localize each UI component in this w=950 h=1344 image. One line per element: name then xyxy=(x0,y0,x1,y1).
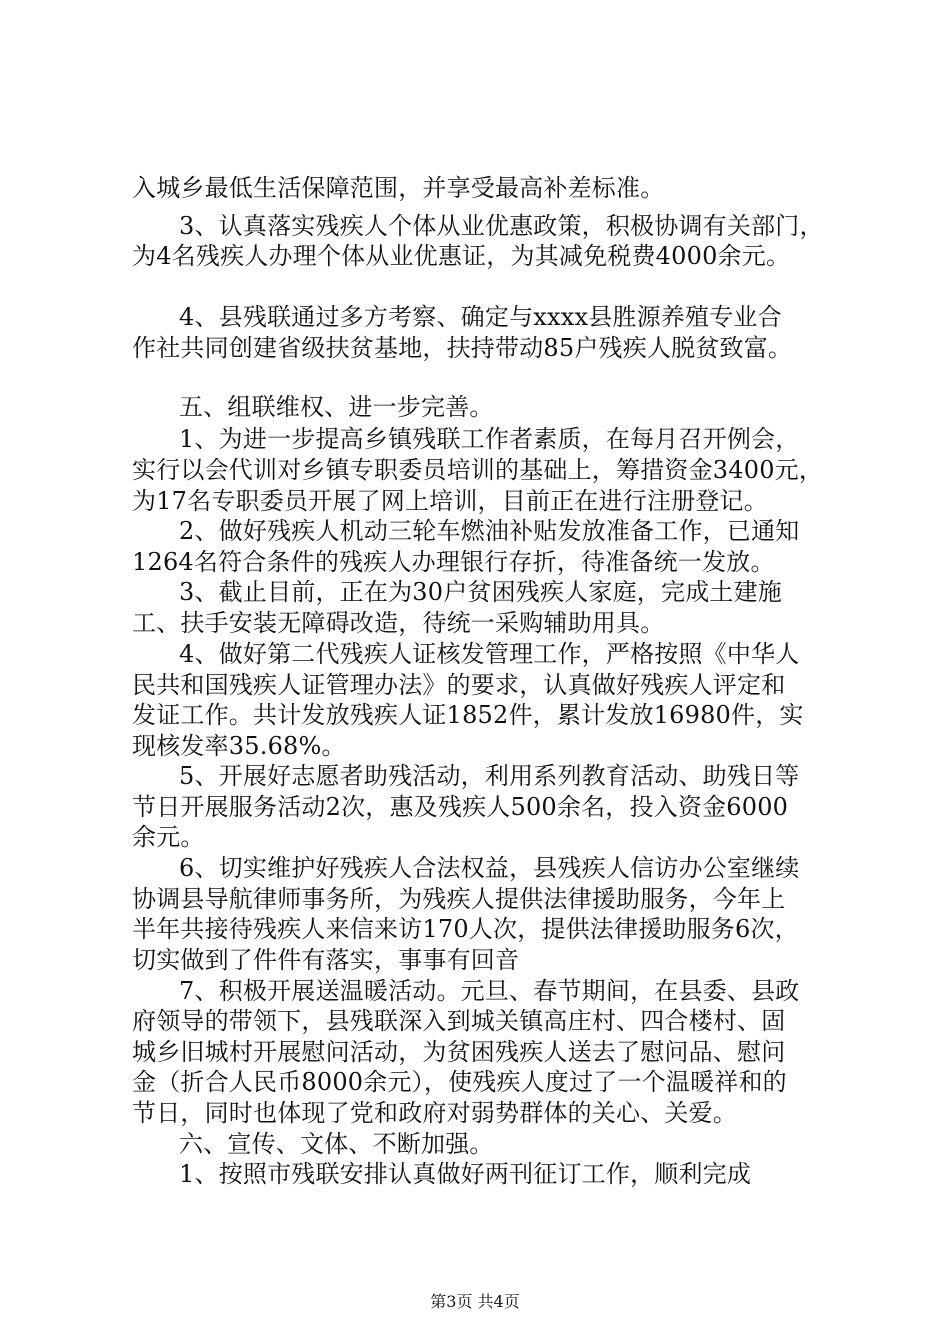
text-line: 3、截止目前，正在为30户贫困残疾人家庭，完成土建施 xyxy=(179,578,783,606)
text-line: 实行以会代训对乡镇专职委员培训的基础上，筹措资金3400元， xyxy=(132,456,824,484)
text-line: 5、开展好志愿者助残活动，利用系列教育活动、助残日等 xyxy=(179,762,800,790)
text-line: 现核发率35.68%。 xyxy=(132,732,346,760)
text-line: 节日，同时也体现了党和政府对弱势群体的关心、关爱。 xyxy=(132,1099,737,1127)
text-line: 工、扶手安装无障碍改造，待统一采购辅助用具。 xyxy=(132,609,665,637)
text-line: 1、为进一步提高乡镇残联工作者素质，在每月召开例会， xyxy=(179,425,800,453)
text-line: 节日开展服务活动2次，惠及残疾人500余名，投入资金6000 xyxy=(132,793,789,821)
text-line: 7、积极开展送温暖活动。元旦、春节期间，在县委、县政 xyxy=(179,977,800,1005)
text-line: 3、认真落实残疾人个体从业优惠政策，积极协调有关部门， xyxy=(179,212,824,240)
section-heading: 六、宣传、文体、不断加强。 xyxy=(179,1130,494,1158)
text-line: 城乡旧城村开展慰问活动，为贫困残疾人送去了慰问品、慰问 xyxy=(132,1038,786,1066)
text-line: 民共和国残疾人证管理办法》的要求，认真做好残疾人评定和 xyxy=(132,671,786,699)
text-line: 为4名残疾人办理个体从业优惠证，为其减免税费4000余元。 xyxy=(132,242,791,270)
page-number-label: 第3页 共4页 xyxy=(430,1292,520,1311)
text-line: 作社共同创建省级扶贫基地，扶持带动85户残疾人脱贫致富。 xyxy=(132,334,793,362)
text-line: 府领导的带领下，县残联深入到城关镇高庄村、四合楼村、固 xyxy=(132,1007,786,1035)
text-line: 发证工作。共计发放残疾人证1852件，累计发放16980件，实 xyxy=(132,701,804,729)
text-line: 2、做好残疾人机动三轮车燃油补贴发放准备工作，已通知 xyxy=(179,517,800,545)
text-line: 6、切实维护好残疾人合法权益，县残疾人信访办公室继续 xyxy=(179,854,800,882)
text-line: 入城乡最低生活保障范围，并享受最高补差标准。 xyxy=(132,174,665,202)
text-line: 1、按照市残联安排认真做好两刊征订工作，顺利完成 xyxy=(179,1160,752,1188)
text-line: 切实做到了件件有落实，事事有回音 xyxy=(132,946,520,974)
text-line: 半年共接待残疾人来信来访170人次，提供法律援助服务6次， xyxy=(132,915,799,943)
text-line: 4、县残联通过多方考察、确定与xxxx县胜源养殖专业合 xyxy=(179,303,782,331)
section-heading: 五、组联维权、进一步完善。 xyxy=(179,393,494,421)
text-line: 4、做好第二代残疾人证核发管理工作，严格按照《中华人 xyxy=(179,640,800,668)
text-line: 余元。 xyxy=(132,823,205,851)
page-footer xyxy=(0,1292,950,1312)
text-line: 为17名专职委员开展了网上培训，目前正在进行注册登记。 xyxy=(132,487,768,515)
text-line: 协调县导航律师事务所，为残疾人提供法律援助服务，今年上 xyxy=(132,885,786,913)
text-line: 金（折合人民币8000余元），使残疾人度过了一个温暖祥和的 xyxy=(132,1068,787,1096)
text-line: 1264名符合条件的残疾人办理银行存折，待准备统一发放。 xyxy=(132,548,775,576)
